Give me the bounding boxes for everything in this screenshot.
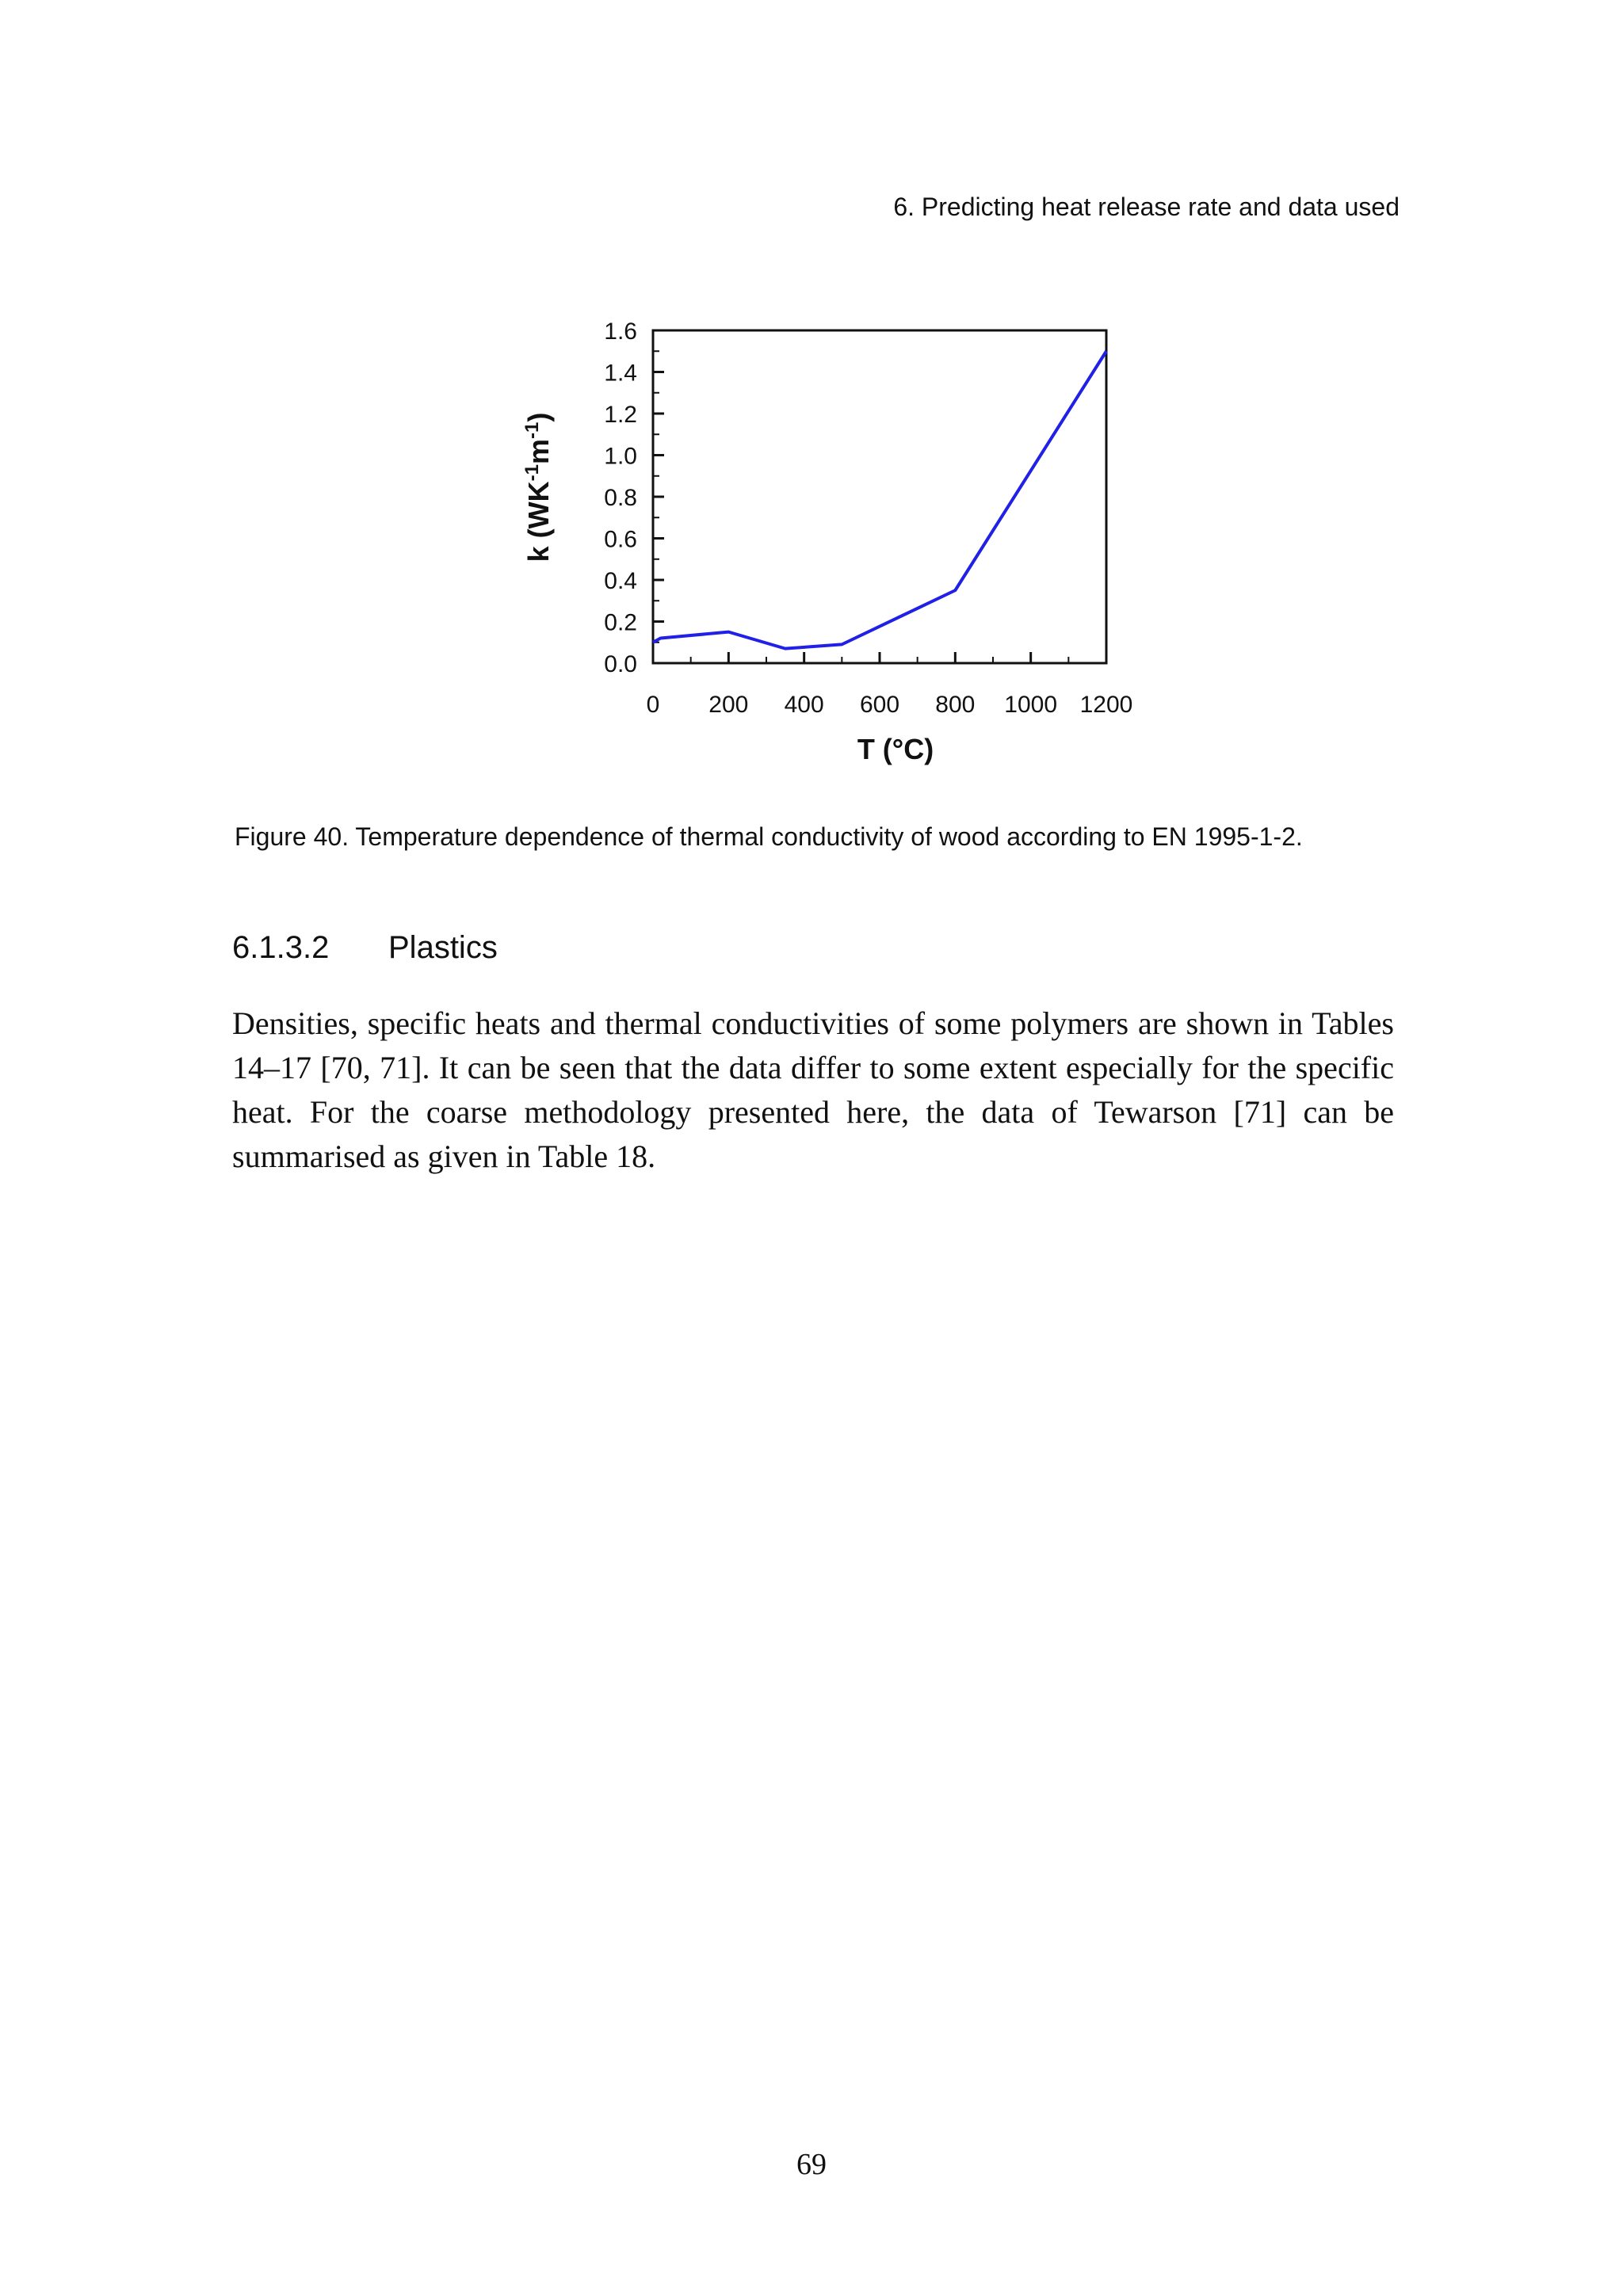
y-tick-label: 1.2	[604, 402, 637, 428]
conductivity-line	[653, 351, 1106, 648]
svg-text:k (WK-1m-1): k $(WK^{-1}m^{-1})$	[521, 412, 555, 563]
y-tick-label: 1.4	[604, 360, 637, 387]
y-tick-label: 0.0	[604, 651, 637, 677]
section-heading	[232, 930, 498, 966]
figure-caption: Figure 40. Temperature dependence of thermal conductivity of wood according to EN 1995-1-2.	[235, 822, 1303, 851]
body-paragraph: Densities, specific heats and thermal conductivities of some polymers are shown in Tables 14–17 [70, 71]. It can be seen that the data differ to some extent especially for the specific heat. For the coarse methodology presented here, the data of Tewarson [71] can be summarised as given in Table 18.	[232, 1005, 1394, 1174]
y-tick-label: 0.2	[604, 609, 637, 636]
thermal-conductivity-chart	[483, 305, 1181, 780]
x-tick-label: 1000	[1004, 692, 1058, 718]
x-tick-label: 200	[708, 692, 749, 718]
page-number: 69	[796, 2148, 827, 2181]
figure-40	[483, 305, 1181, 780]
x-tick-label: 800	[935, 692, 976, 718]
x-tick-label: 400	[784, 692, 824, 718]
y-tick-label: 1.6	[604, 318, 637, 345]
x-tick-label: 600	[859, 692, 900, 718]
running-head: 6. Predicting heat release rate and data used	[893, 193, 1400, 221]
y-tick-label: 0.4	[604, 568, 637, 594]
x-tick-label: 1200	[1079, 692, 1133, 718]
y-axis-label	[521, 413, 556, 563]
section-number: 6.1.3.2	[232, 930, 330, 965]
y-tick-label: 0.6	[604, 526, 637, 553]
y-tick-label: 0.8	[604, 485, 637, 511]
plot-frame	[653, 330, 1106, 663]
y-tick-label: 1.0	[604, 443, 637, 470]
section-title: Plastics	[388, 930, 498, 965]
x-tick-label: 0	[646, 692, 660, 718]
x-axis-label: T (°C)	[857, 733, 934, 765]
